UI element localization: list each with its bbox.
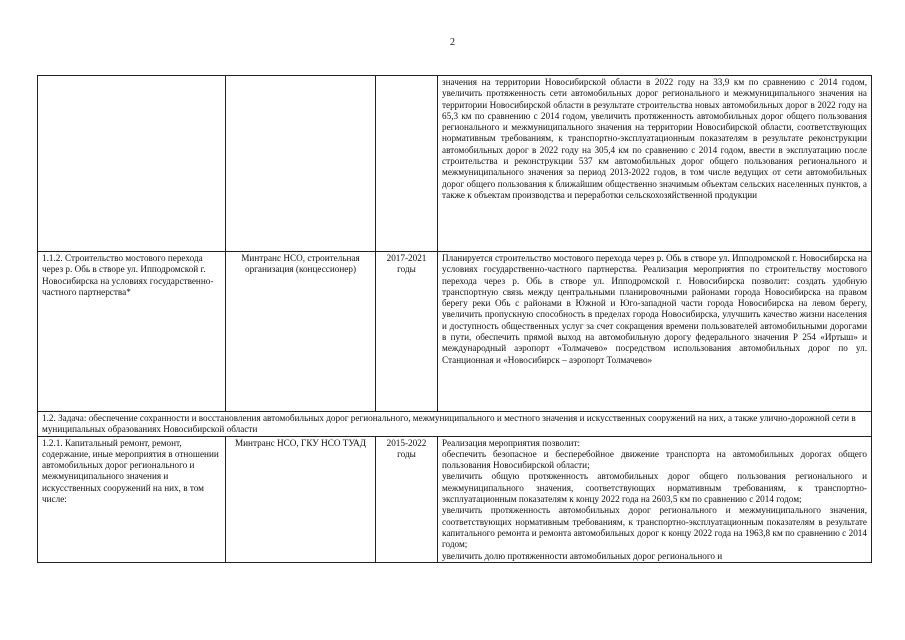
- cell-empty: [376, 76, 438, 252]
- cell-description: [438, 252, 872, 412]
- task-row: [38, 412, 872, 437]
- page-number: 2: [450, 37, 455, 48]
- cell-empty: [226, 76, 376, 252]
- cell-description: [438, 76, 872, 252]
- task-heading: 1.2. Задача: обеспечение сохранности и восстановления автомобильных дорог регионального, межмуниципального и местного значения и искусственных сооружений на них, а также улично-дорожной сети в муниципальных образованиях Новосибирской области: [38, 412, 872, 437]
- table-row: [38, 76, 872, 252]
- description-text: значения на территории Новосибирской области в 2022 году на 33,9 км по сравнению с 2014 годом, увеличить протяженность сети автомобильных дорог регионального и межмуниципального значения на территории Новосибирской области в результате строительства новых автомобильных дорог в 2022 году на 65,3 км по сравнению с 2014 годом, увеличить протяженность автомобильных дорог общего пользования регионального и межмуниципального значения на территории Новосибирской области, соответствующих нормативным требованиям, к транспортно-эксплуатационным показателям в результате реконструкции автомобильных дорог в 2022 году на 305,4 км по сравнению с 2014 годом, ввести в эксплуатацию после строительства и реконструкции 537 км автомобильных дорог общего пользования регионального и межмуниципального значения за период 2013-2022 годов, в том числе ведущих от сети автомобильных дорог общего пользования к ближайшим общественно значимым объектам сельских населенных пунктов, а также к объектам производства и переработки сельскохозяйственной продукции: [442, 77, 867, 200]
- description-line: увеличить общую протяженность автомобильных дорог общего пользования регионального и межмуниципального значения, соответствующих нормативным требованиям, к транспортно-эксплуатационным показателям к концу 2022 года на 2603,5 км по сравнению с 2014 годом;: [442, 471, 867, 505]
- description-line: обеспечить безопасное и бесперебойное движение транспорта на автомобильных дорогах общего пользования Новосибирской области;: [442, 448, 867, 471]
- description-line: увеличить долю протяженности автомобильных дорог регионального и: [442, 550, 723, 561]
- cell-activity: 1.2.1. Капитальный ремонт, ремонт, содержание, иные мероприятия в отношении автомобильных дорог регионального и межмуниципального значения и искусственных сооружений на них, в том числе:: [38, 436, 226, 562]
- table-row: [38, 252, 872, 412]
- cell-activity: 1.1.2. Строительство мостового перехода через р. Обь в створе ул. Ипподромской г. Новосибирска на условиях государственно-частного партнерства*: [38, 252, 226, 412]
- cell-executor: Минтранс НСО, строительная организация (концессионер): [226, 252, 376, 412]
- table-row: [38, 436, 872, 562]
- description-line: Реализация мероприятия позволит:: [442, 437, 581, 448]
- cell-period: 2015-2022 годы: [376, 436, 438, 562]
- description-text: Планируется строительство мостового перехода через р. Обь в створе ул. Ипподромской г. Новосибирска на условиях государственно-частного партнерства. Реализация мероприятия по строительству мостового перехода через р. Обь в створе ул. Ипподромской г. Новосибирска позволит: создать удобную транспортную связь между центральными планировочными районами города Новосибирска на правом берегу реки Обь с районами в Южной и Юго-западной части города Новосибирска на левом берегу, увеличить пропускную способность в пределах города Новосибирска, улучшить качество жизни населения и доступность общественных услуг за счет сокращения времени пользователей автомобильными дорогами в пути, обеспечить прямой выход на автомобильную дорогу федерального значения Р 254 «Иртыш» и международный аэропорт «Толмачево» посредством использования автомобильных дорог по ул. Станционная и «Новосибирск – аэропорт Толмачево»: [442, 253, 867, 365]
- cell-empty: [38, 76, 226, 252]
- cell-description: [438, 436, 872, 562]
- cell-period: 2017-2021 годы: [376, 252, 438, 412]
- cell-executor: Минтранс НСО, ГКУ НСО ТУАД: [226, 436, 376, 562]
- program-table: [37, 75, 872, 563]
- description-line: увеличить протяженность автомобильных дорог регионального и межмуниципального значения, соответствующих нормативным требованиям, к транспортно-эксплуатационным показателям в результате капитального ремонта и ремонта автомобильных дорог к концу 2022 года на 1963,8 км по сравнению с 2014 годом;: [442, 505, 867, 550]
